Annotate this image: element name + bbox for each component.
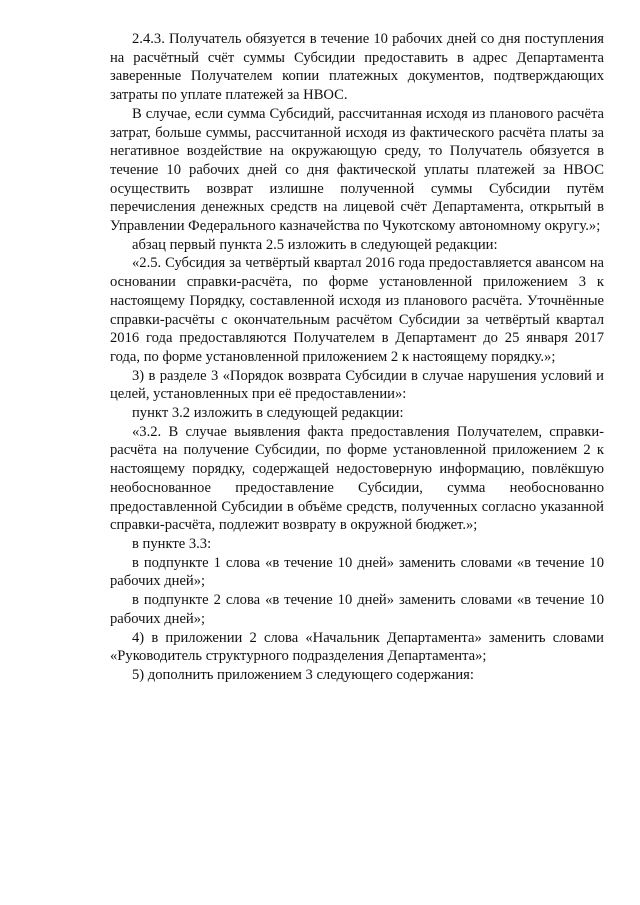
paragraph-3-3: в пункте 3.3:	[132, 535, 212, 552]
paragraph-amend-2-5: абзац первый пункта 2.5 изложить в следующей редакции:	[132, 236, 498, 253]
document-body	[110, 30, 604, 685]
paragraph-refund-condition: В случае, если сумма Субсидий, рассчитанная исходя из планового расчёта затрат, больше суммы, рассчитанной исходя из фактического расчёта платы за негативное воздействие на окружающую среду, то Получатель обязуется в течение 10 рабочих дней со дня фактической уплаты платежей за НВОС осуществить возврат излишне полученной суммы Субсидии путём перечисления денежных средств на лицевой счёт Департамента, открытый в Управлении Федерального казначейства по Чукотскому автономному округу.»;	[110, 105, 604, 235]
paragraph-section-3: 3) в разделе 3 «Порядок возврата Субсидии в случае нарушения условий и целей, установленных при её предоставлении»:	[110, 367, 604, 403]
paragraph-subpoint-2: в подпункте 2 слова «в течение 10 дней» заменить словами «в течение 10 рабочих дней»;	[110, 592, 604, 627]
paragraph-amend-3-2: пункт 3.2 изложить в следующей редакции:	[132, 405, 404, 422]
paragraph-3-2-text: «3.2. В случае выявления факта предоставления Получателем, справки-расчёта на получение Субсидии, по форме установленной приложением 2 к настоящему порядку, содержащей недостоверную информацию, повлёкшую необоснованное предоставление Субсидии, сумма необоснованно предоставленной Субсидии в объёме средств, полученных согласно указанной справки-расчёта, подлежит возврату в окружной бюджет.»;	[110, 423, 604, 534]
paragraph-2-5-text: «2.5. Субсидия за четвёртый квартал 2016 года предоставляется авансом на основании справки-расчёта, по форме установленной приложением 3 к настоящему Порядку, составленной исходя из планового расчёта. Уточнённые справки-расчёты с окончательным расчётом Субсидии за четвёртый квартал 2016 года предоставляются Получателем в Департамент до 25 января 2017 года, по форме установленной приложением 2 к настоящему порядку.»;	[110, 255, 604, 365]
paragraph-subpoint-1: в подпункте 1 слова «в течение 10 дней» заменить словами «в течение 10 рабочих дней»;	[110, 554, 604, 590]
paragraph-appendix-2: 4) в приложении 2 слова «Начальник Департамента» заменить словами «Руководитель структурного подразделения Департамента»;	[110, 629, 604, 665]
paragraph-appendix-3: 5) дополнить приложением 3 следующего содержания:	[132, 666, 474, 683]
paragraph-2-4-3: 2.4.3. Получатель обязуется в течение 10 рабочих дней со дня поступления на расчётный счёт суммы Субсидии предоставить в адрес Департамента заверенные Получателем копии платежных документов, подтверждающих затраты по уплате платежей за НВОС.	[110, 31, 604, 104]
